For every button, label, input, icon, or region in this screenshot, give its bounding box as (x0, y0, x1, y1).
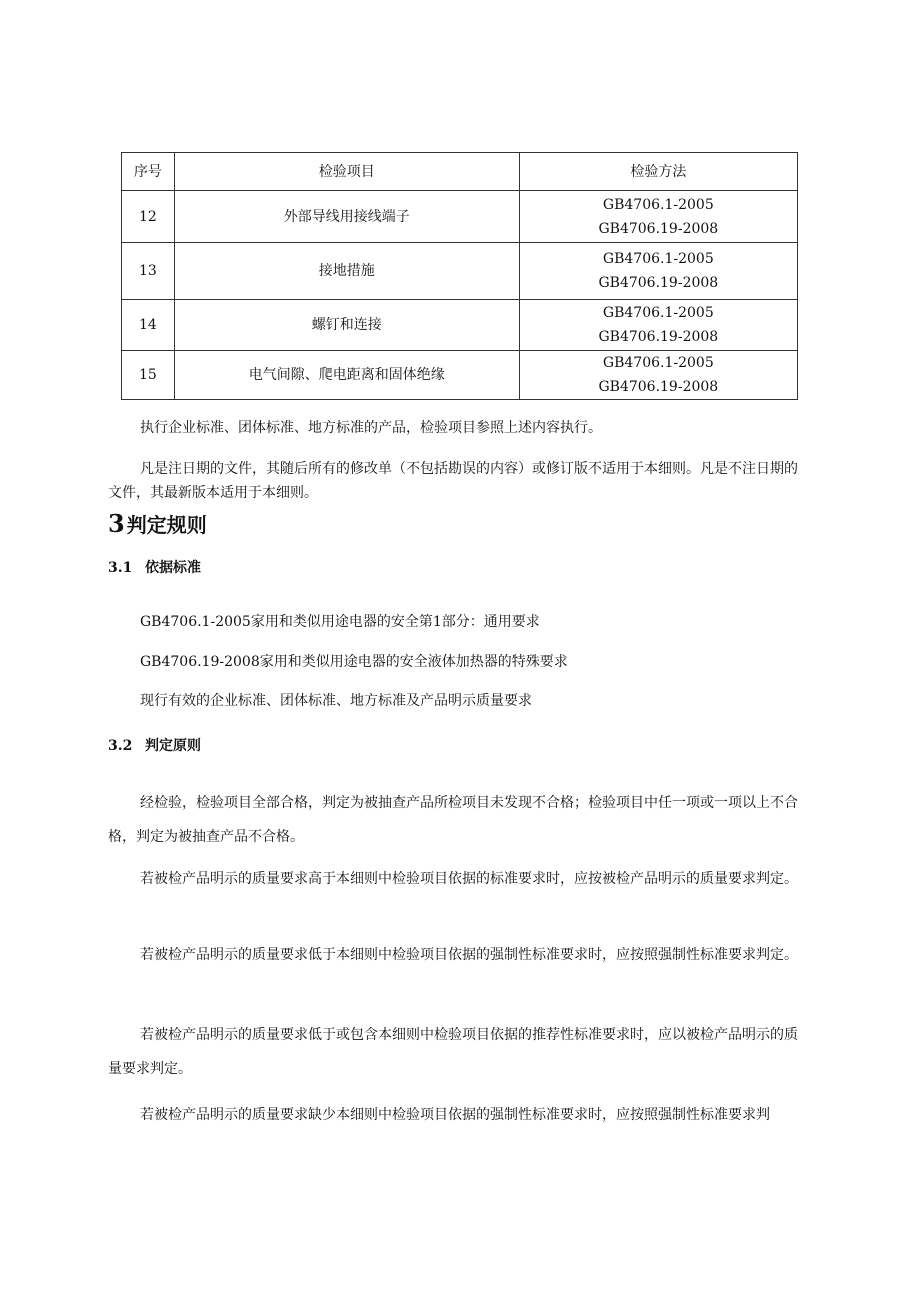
section-heading (108, 508, 207, 541)
note-paragraph-scope: 执行企业标准、团体标准、地方标准的产品，检验项目参照上述内容执行。 (140, 420, 602, 436)
header-item: 检验项目 (174, 153, 519, 191)
method-line: GB4706.19-2008 (598, 379, 719, 395)
table-row (122, 351, 798, 400)
standard-item: 现行有效的企业标准、团体标准、地方标准及产品明示质量要求 (140, 693, 532, 709)
section-number: 3 (108, 509, 125, 538)
standard-item: GB4706.1-2005家用和类似用途电器的安全第1部分：通用要求 (140, 614, 540, 630)
row-no: 13 (122, 243, 175, 300)
section-title: 判定规则 (126, 513, 207, 537)
table-row (122, 300, 798, 351)
row-no: 14 (122, 300, 175, 351)
header-method: 检验方法 (519, 153, 797, 191)
table-row (122, 191, 798, 243)
principle-paragraph: 若被检产品明示的质量要求高于本细则中检验项目依据的标准要求时，应按被检产品明示的质量要求判定。 (140, 871, 798, 887)
table-header-row (122, 153, 798, 191)
method-line: GB4706.19-2008 (598, 329, 719, 345)
inspection-table (121, 152, 798, 400)
row-item: 接地措施 (174, 243, 519, 300)
row-method (519, 191, 797, 243)
row-no: 15 (122, 351, 175, 400)
method-line: GB4706.1-2005 (602, 196, 714, 213)
method-line: GB4706.1-2005 (602, 251, 714, 267)
principle-paragraph: 若被检产品明示的质量要求低于本细则中检验项目依据的强制性标准要求时，应按照强制性标准要求判定。 (140, 947, 798, 963)
row-item: 外部导线用接线端子 (174, 191, 519, 243)
row-item: 电气间隙、爬电距离和固体绝缘 (174, 351, 519, 400)
row-method (519, 300, 797, 351)
subsection-number: 3.2 (108, 738, 133, 754)
subsection-heading (108, 734, 201, 758)
standard-item: GB4706.19-2008家用和类似用途电器的安全液体加热器的特殊要求 (140, 654, 568, 670)
subsection-title: 依据标准 (145, 560, 201, 576)
note-paragraph-dated-docs: 凡是注日期的文件，其随后所有的修改单（不包括勘误的内容）或修订版不适用于本细则。凡是不注日期的文件，其最新版本适用于本细则。 (108, 461, 798, 501)
subsection-number: 3.1 (108, 560, 133, 576)
header-no: 序号 (122, 153, 175, 191)
method-line: GB4706.19-2008 (598, 275, 719, 291)
principle-paragraph: 经检验，检验项目全部合格，判定为被抽查产品所检项目未发现不合格；检验项目中任一项或一项以上不合格，判定为被抽查产品不合格。 (108, 795, 798, 845)
method-line: GB4706.1-2005 (602, 305, 714, 321)
row-method (519, 351, 797, 400)
row-method (519, 243, 797, 300)
row-item: 螺钉和连接 (174, 300, 519, 351)
row-no: 12 (122, 191, 175, 243)
method-line: GB4706.19-2008 (598, 220, 719, 237)
subsection-title: 判定原则 (145, 738, 201, 754)
table-row (122, 243, 798, 300)
principle-paragraph: 若被检产品明示的质量要求缺少本细则中检验项目依据的强制性标准要求时，应按照强制性标准要求判 (140, 1107, 770, 1123)
principle-paragraph: 若被检产品明示的质量要求低于或包含本细则中检验项目依据的推荐性标准要求时，应以被检产品明示的质量要求判定。 (108, 1027, 798, 1077)
method-line: GB4706.1-2005 (602, 355, 714, 371)
subsection-heading (108, 556, 201, 580)
